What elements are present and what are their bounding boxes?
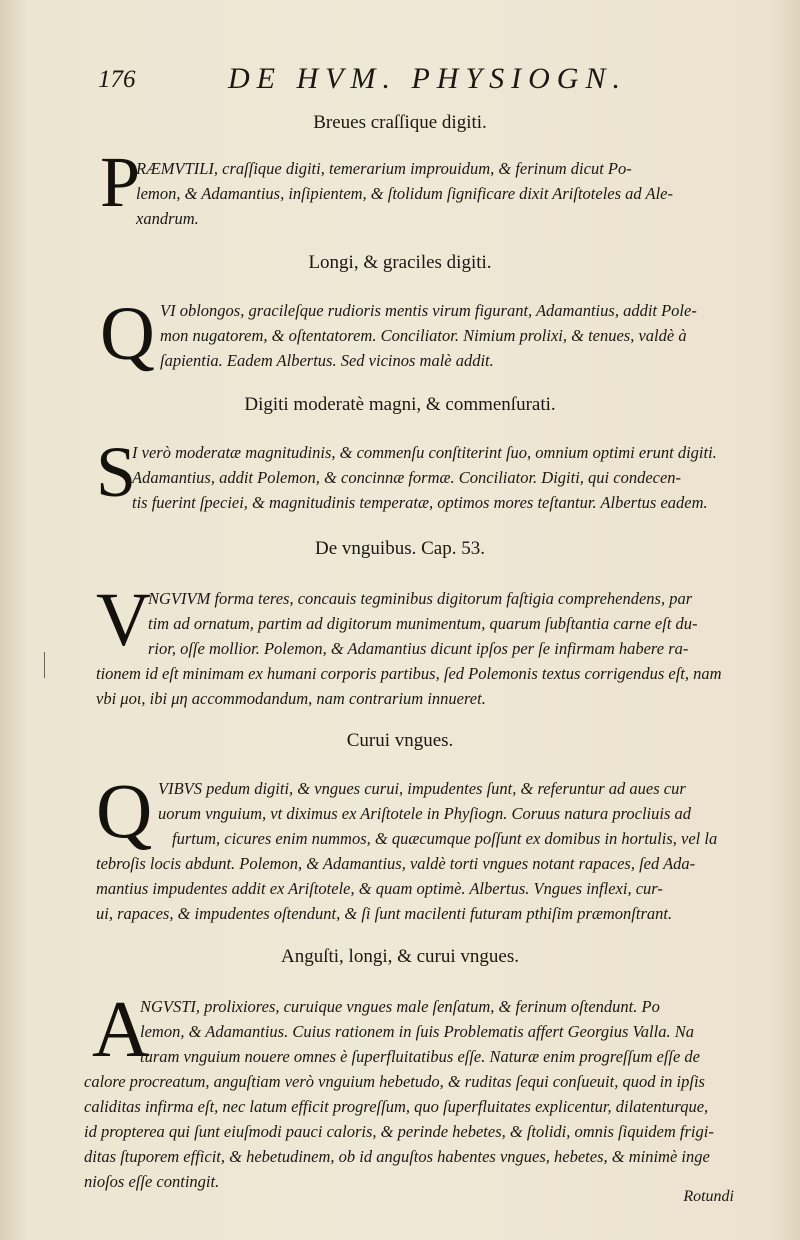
text-line: NGVSTI, prolixiores, curuique vngues male ſenſatum, & ferinum oſtendunt. Po [140, 997, 660, 1016]
section-body [96, 776, 772, 926]
section-body [132, 440, 772, 515]
text-line: furtum, cicures enim nummos, & quæcumque poſſunt ex domibus in hortulis, vel la [172, 829, 718, 848]
section-body [136, 156, 772, 231]
drop-cap: S [96, 432, 137, 512]
text-line: xandrum. [136, 209, 199, 228]
text-line: caliditas infirma eſt, nec latum efficit progreſſum, quo ſuperfluitates explicentur, dilatenturque, [84, 1097, 709, 1116]
text-line: turam vnguium nouere omnes è ſuperfluitatibus eſſe. Naturæ enim progreſſum eſſe de [140, 1047, 701, 1066]
text-line: I verò moderatæ magnitudinis, & commenſu conſtiterint ſuo, omnium optimi erunt digiti. [132, 443, 717, 462]
text-line: VIBVS pedum digiti, & vngues curui, impudentes ſunt, & referuntur ad aues cur [158, 779, 686, 798]
section-heading: Breues craſſique digiti. [313, 112, 487, 133]
text-line: lemon, & Adamantius, inſipientem, & ſtolidum ſignificare dixit Ariſtoteles ad Ale- [136, 184, 673, 203]
section-body [160, 298, 772, 373]
text-line: ui, rapaces, & impudentes oſtendunt, & ſi ſunt macilenti futuram pthiſim præmonſtrant. [96, 904, 673, 923]
section-heading: Curui vngues. [346, 730, 454, 751]
text-line: nioſos eſſe contingit. [84, 1172, 220, 1191]
text-line: mantius impudentes addit ex Ariſtotele, & quam optimè. Albertus. Vngues inflexi, cur- [96, 879, 663, 898]
text-line: tis fuerint ſpeciei, & magnitudinis temperatæ, optimos mores teſtantur. Albertus eadem. [132, 493, 708, 512]
drop-cap: V [96, 578, 151, 662]
running-title: DE HVM. PHYSIOGN. [228, 62, 627, 95]
drop-cap: A [92, 986, 150, 1074]
section-heading: Anguſti, longi, & curui vngues. [280, 946, 519, 967]
drop-cap: Q [96, 767, 153, 854]
drop-cap: Q [100, 292, 155, 376]
text-line: tebroſis locis abdunt. Polemon, & Adamantius, valdè torti vngues notant rapaces, ſed Ada- [96, 854, 696, 873]
text-line: VI oblongos, gracileſque rudioris mentis virum figurant, Adamantius, addit Pole- [160, 301, 697, 320]
catchword: Rotundi [683, 1188, 734, 1205]
text-line: vbi μοι, ibi μη accommodandum, nam contrarium innueret. [96, 689, 486, 708]
text-line: NGVIVM forma teres, concauis tegminibus digitorum faſtigia comprehendens, par [148, 589, 693, 608]
section-body [96, 586, 772, 711]
text-line: uorum vnguium, vt diximus ex Ariſtotele in Phyſiogn. Coruus natura procliuis ad [158, 804, 692, 823]
text-line: rior, oſſe mollior. Polemon, & Adamantius dicunt ipſos per ſe infirmam habere ra- [148, 639, 689, 658]
text-line: ditas ſtuporem efficit, & hebetudinem, ob id anguſtos habentes vngues, hebetes, & minimè inge [84, 1147, 710, 1166]
text-line: tionem id eſt minimam ex humani corporis partibus, ſed Polemonis textus corrigendus eſt, nam [96, 664, 722, 683]
text-line: RÆMVTILI, craſſique digiti, temerarium improuidum, & ferinum dicut Po- [136, 159, 632, 178]
text-line: tim ad ornatum, partim ad digitorum munimentum, quarum ſubſtantia carne eſt du- [148, 614, 698, 633]
text-line: id propterea qui ſunt eiuſmodi pauci caloris, & perinde hebetes, & ſtolidi, omnis ſiquidem frigi- [84, 1122, 714, 1141]
running-head [0, 62, 800, 98]
text-line: mon nugatorem, & oſtentatorem. Conciliator. Nimium prolixi, & tenues, valdè à [160, 326, 687, 345]
text-line: calore procreatum, anguſtiam verò vnguium hebetudo, & ruditas ſequi conſueuit, quod in ipſis [84, 1072, 705, 1091]
drop-cap: P [100, 142, 141, 222]
section-heading: Digiti moderatè magni, & commenſurati. [244, 394, 556, 415]
text-line: Adamantius, addit Polemon, & concinnæ formæ. Conciliator. Digiti, qui condecen- [132, 468, 682, 487]
text-line: lemon, & Adamantius. Cuius rationem in ſuis Problematis affert Georgius Valla. Na [140, 1022, 694, 1041]
section-body [84, 994, 772, 1194]
text-line: ſapientia. Eadem Albertus. Sed vicinos malè addit. [160, 351, 494, 370]
margin-mark [44, 652, 49, 678]
page-number: 176 [98, 66, 136, 93]
section-heading: Longi, & graciles digiti. [308, 252, 492, 273]
chapter-heading: De vnguibus. Cap. 53. [315, 538, 485, 559]
